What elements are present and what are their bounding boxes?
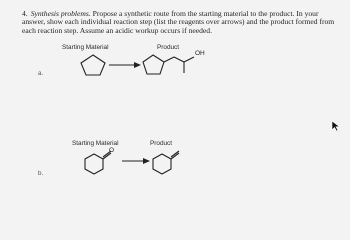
mouse-pointer-icon <box>331 120 341 132</box>
cyclohexanone-derivative-structure <box>82 146 116 176</box>
question-number: 4. <box>22 9 28 18</box>
product-a-structure <box>141 46 213 78</box>
hydroxyl-label: OH <box>195 50 205 57</box>
part-a-starting-material-label: Starting Material <box>62 44 109 51</box>
carbonyl-oxygen-label: O <box>109 147 115 154</box>
cyclopentane-structure <box>78 52 108 78</box>
part-b-label: b. <box>38 170 44 177</box>
product-b-structure <box>150 146 184 176</box>
reaction-arrow-a <box>108 60 142 70</box>
part-a-label: a. <box>38 70 44 77</box>
reaction-arrow-b <box>121 156 151 166</box>
question-text <box>22 10 340 35</box>
part-a-product-label: Product <box>157 44 180 51</box>
question-body: Propose a synthetic route from the starting material to the product. In your answer, show each individual reaction step (list the reagents over arrows) and the product formed from each reaction step. Assume an acidic workup occurs if needed. <box>22 9 335 35</box>
question-title: Synthesis problems. <box>30 9 91 18</box>
part-b-product-label: Product <box>150 140 173 147</box>
part-b-starting-material-label: Starting Material <box>72 140 119 147</box>
